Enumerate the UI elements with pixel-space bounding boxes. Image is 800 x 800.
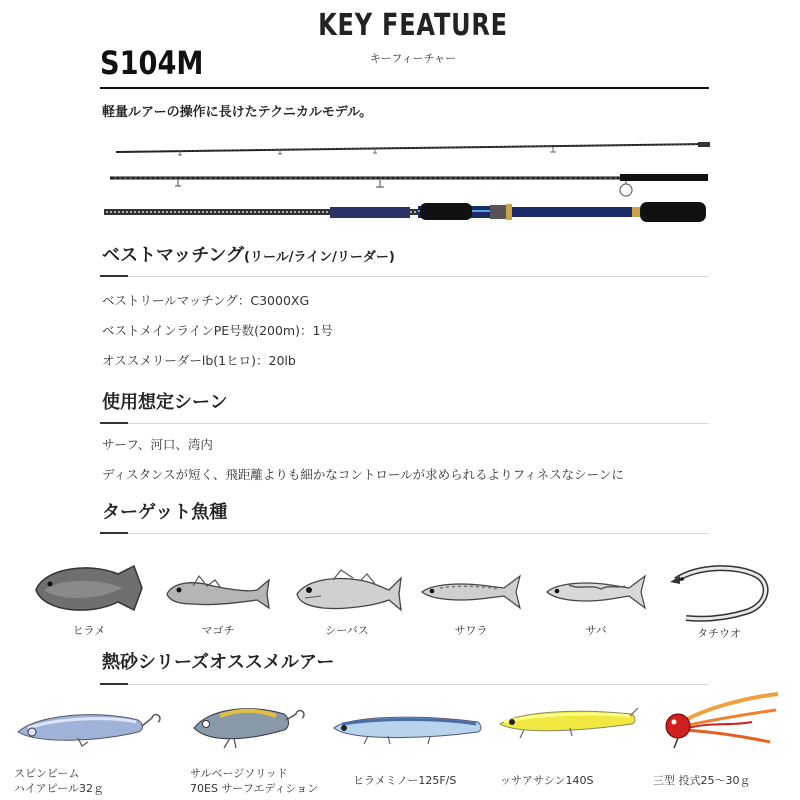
rod-section-icon [104, 202, 706, 222]
lure-label-line2: 70ES サーフエディション [190, 782, 319, 795]
target-divider [100, 533, 709, 534]
seabass-icon [293, 566, 405, 618]
tai-rubber-icon [652, 692, 782, 752]
scene-divider-accent [100, 422, 128, 424]
matching-title-suffix: (リール/ライン/リーダー) [244, 250, 395, 265]
minnow-icon [328, 708, 488, 748]
flathead-icon [163, 572, 273, 616]
fish-label: マゴチ [201, 624, 235, 637]
lure-label [500, 773, 593, 788]
mackerel-icon [545, 572, 649, 612]
matching-divider [100, 276, 709, 277]
rod-section-icon [110, 174, 708, 196]
spanish-mackerel-icon [420, 572, 524, 612]
lure-label [353, 773, 456, 788]
fish-label: サバ [585, 624, 607, 637]
fish-label: シーバス [325, 624, 369, 637]
lures-title: 熱砂シリーズオススメルアー [102, 652, 335, 673]
lure-label-line1: サルベージソリッド [190, 767, 288, 780]
model-name: S104M [100, 44, 204, 82]
scene-place: サーフ、河口、湾内 [102, 437, 213, 452]
lure-label [14, 766, 104, 796]
fish-label: タチウオ [697, 627, 741, 640]
matching-title [102, 241, 395, 267]
hairtail-icon [666, 562, 772, 624]
matching-leader: オススメリーダーlb(1ヒロ)：20lb [102, 353, 296, 368]
lure-label-line1: ヒラメミノー125F/S [353, 774, 457, 787]
lure-label-line1: 三型 投式25～30ｇ [653, 774, 751, 787]
rod-section-icon [116, 142, 710, 155]
pencil-minnow-icon [494, 700, 644, 744]
fish-label: ヒラメ [72, 624, 106, 637]
scene-description: ディスタンスが短く、飛距離よりも細かなコントロールが求められるよりフィネスなシーンに [102, 467, 624, 482]
matching-line: ベストメインラインPE号数(200m)：1号 [102, 323, 333, 338]
section-header-title: KEY FEATURE [318, 8, 508, 43]
lure-label-line2: ハイアピール32ｇ [14, 782, 105, 795]
header-divider [100, 87, 709, 89]
lure-label-line1: スピンビーム [14, 767, 80, 780]
section-header-subtitle: キーフィーチャー [369, 52, 457, 65]
flounder-icon [30, 558, 148, 620]
vibration-lure-icon [180, 698, 310, 754]
target-divider-accent [100, 532, 128, 534]
matching-title-main: ベストマッチング [102, 245, 245, 266]
lure-label-line1: ッサアサシン140S [500, 774, 594, 787]
lure-label [190, 766, 318, 796]
model-tagline: 軽量ルアーの操作に長けたテクニカルモデル。 [102, 105, 373, 120]
lures-divider-accent [100, 683, 128, 685]
fish-label: サワラ [454, 624, 488, 637]
metal-jig-icon [8, 700, 168, 750]
scene-divider [100, 423, 709, 424]
target-title: ターゲット魚種 [102, 502, 228, 523]
matching-divider-accent [100, 275, 128, 277]
lure-label [653, 773, 751, 788]
matching-reel: ベストリールマッチング：C3000XG [102, 293, 310, 308]
scene-title: 使用想定シーン [102, 392, 228, 413]
rod-illustration [100, 140, 712, 230]
lures-divider [100, 684, 709, 685]
